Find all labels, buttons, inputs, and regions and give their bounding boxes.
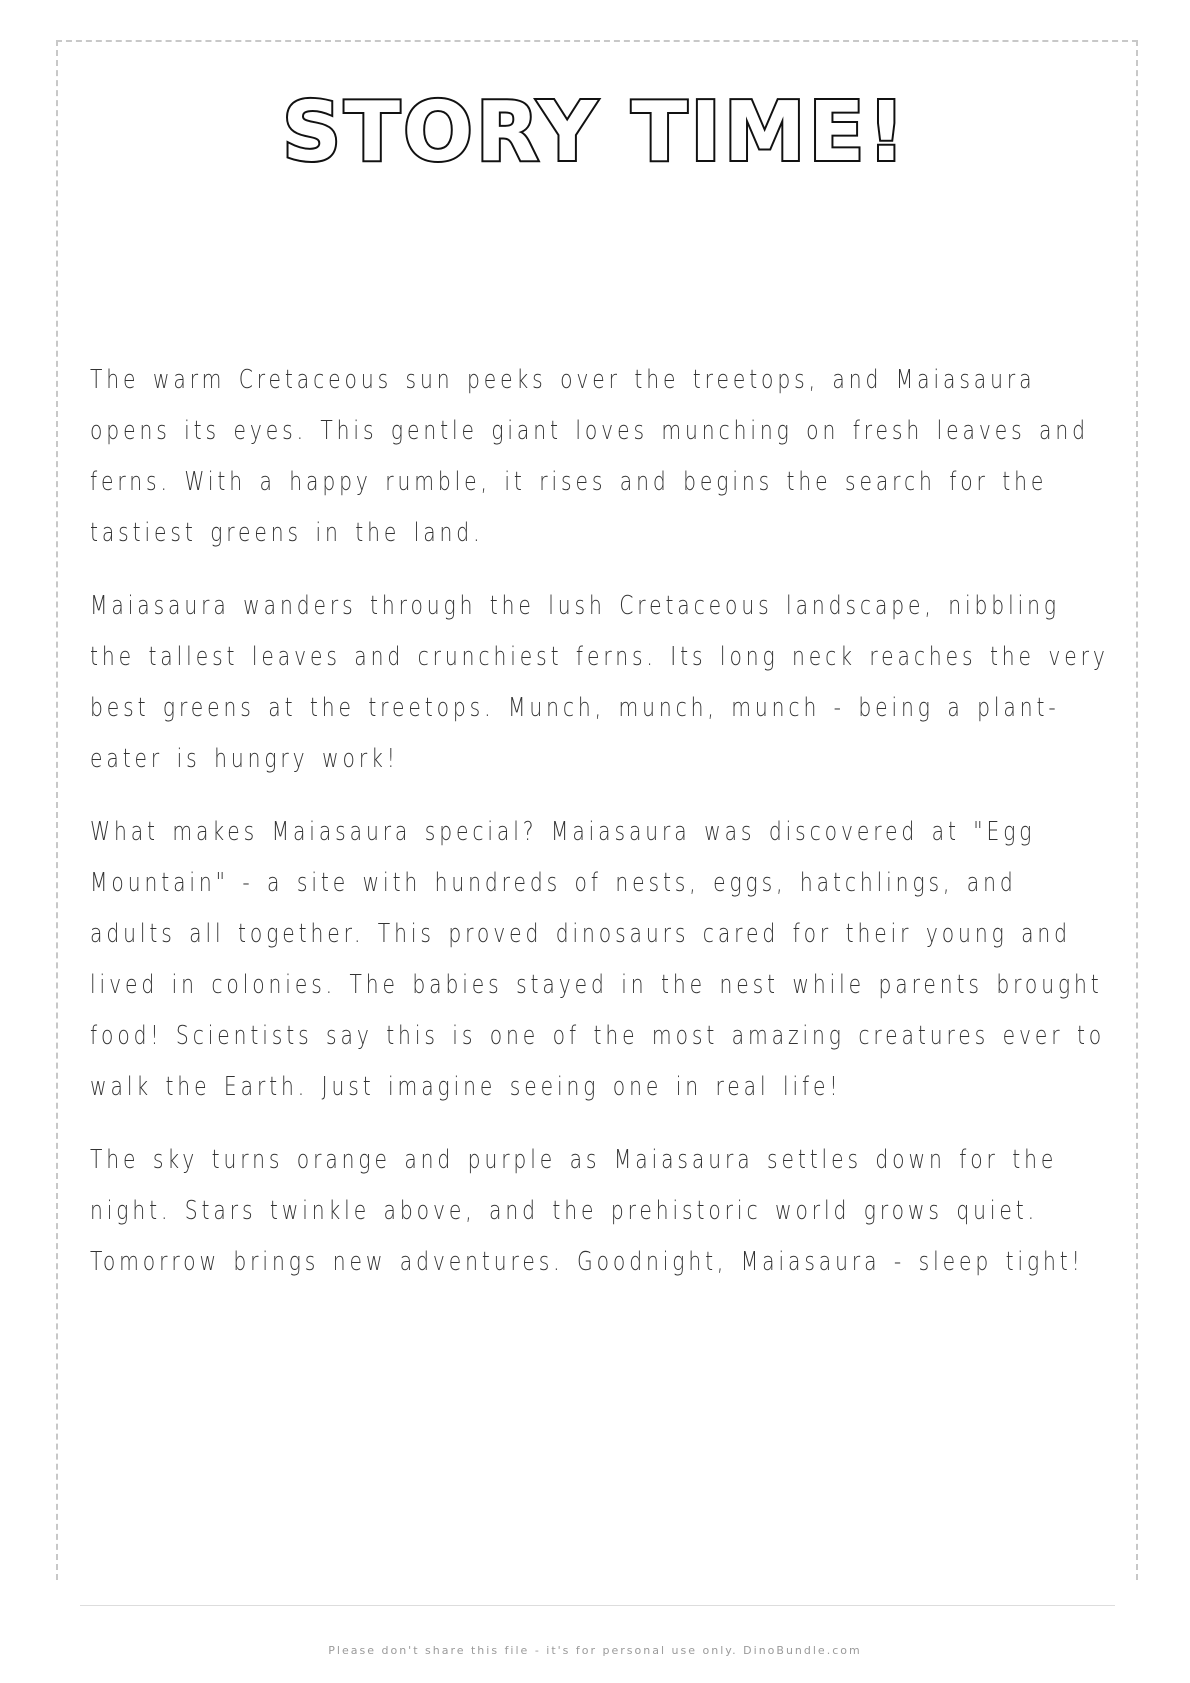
- story-paragraph-1: The warm Cretaceous sun peeks over the treetops, and Maiasaura opens its eyes. This gentle giant loves munching on fresh leaves and ferns. With a happy rumble, it rises and begins the search for the tastiest greens in the land.: [90, 365, 1089, 548]
- footer-divider: [80, 1605, 1115, 1606]
- page-title: STORY TIME!: [282, 85, 908, 180]
- story-paragraph-4: The sky turns orange and purple as Maiasaura settles down for the night. Stars twinkle above, and the prehistoric world grows quiet. Tomorrow brings new adventures. Goodnight, Maiasaura - sleep tight!: [90, 1145, 1084, 1277]
- story-paragraph-2: Maiasaura wanders through the lush Cretaceous landscape, nibbling the tallest leaves and crunchiest ferns. Its long neck reaches the very best greens at the treetops. Munch, munch, munch - being a plant-eater is hungry work!: [90, 591, 1109, 774]
- story-paragraph-3: What makes Maiasaura special? Maiasaura was discovered at "Egg Mountain" - a site with hundreds of nests, eggs, hatchlings, and adults all together. This proved dinosaurs cared for their young and lived in colonies. The babies stayed in the nest while parents brought food! Scientists say this is one of the most amazing creatures ever to walk the Earth. Just imagine seeing one in real life!: [90, 817, 1106, 1102]
- story-body: [90, 355, 1110, 1310]
- footer-notice: Please don't share this file - it's for personal use only. DinoBundle.com: [328, 1644, 862, 1657]
